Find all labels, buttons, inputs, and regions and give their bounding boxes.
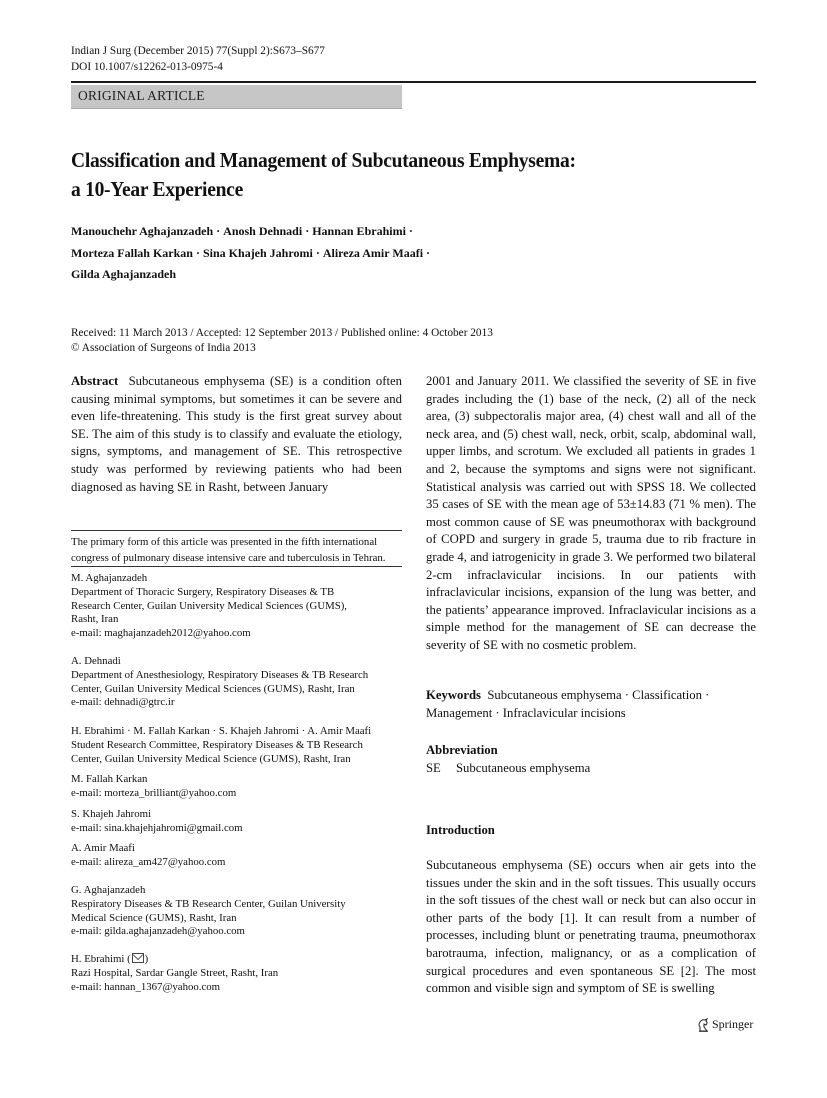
footnote-text: The primary form of this article was presented in the fifth international congress of pulmonary disease intensive care and tuberculosis in Tehran. xyxy=(71,536,386,564)
affiliation-line: Department of Anesthesiology, Respiratory Diseases & TB Research xyxy=(71,668,369,681)
abstract-left xyxy=(71,373,402,496)
author[interactable]: Morteza Fallah Karkan xyxy=(71,245,193,260)
keywords-line-1 xyxy=(426,687,756,705)
author[interactable]: Alireza Amir Maafi xyxy=(322,245,424,260)
envelope-icon xyxy=(132,953,144,963)
abstract-text-left: Subcutaneous emphysema (SE) is a condition often causing minimal symptoms, but sometimes it can be severe and even life-threatening. This study is the first great survey about SE. The aim of this study is to classify and evaluate the etiology, signs, symptoms, and management of SE. This retrospective study was performed by reviewing patients who had been diagnosed as having SE in Rasht, between January xyxy=(71,374,403,494)
author-separator: · xyxy=(426,245,431,260)
affiliation-line: Center, Guilan University Medical Sciences (GUMS), Rasht, Iran xyxy=(71,682,355,695)
affiliation-name: S. Khajeh Jahromi xyxy=(71,808,152,820)
article-type-label: ORIGINAL ARTICLE xyxy=(78,88,205,103)
author[interactable]: Manouchehr Aghajanzadeh xyxy=(71,224,214,238)
journal-citation: Indian J Surg (December 2015) 77(Suppl 2):S673–S677 xyxy=(71,45,325,57)
affiliation xyxy=(71,773,406,801)
affiliation-line: Research Center, Guilan University Medical Sciences (GUMS), xyxy=(71,599,348,612)
abstract-right xyxy=(426,373,756,655)
affiliation-line: Respiratory Diseases & TB Research Center, Guilan University xyxy=(71,897,346,910)
author-separator: · xyxy=(305,224,310,238)
affiliation-line: Student Research Committee, Respiratory Diseases & TB Research xyxy=(71,738,363,751)
affiliation xyxy=(71,884,406,939)
affiliation-email[interactable]: e-mail: sina.khajehjahromi@gmail.com xyxy=(71,821,243,834)
affiliation-name: A. Amir Maafi xyxy=(71,842,135,854)
author[interactable]: Sina Khajeh Jahromi xyxy=(203,245,313,260)
abstract-text-right: 2001 and January 2011. We classified the severity of SE in five grades including the (1) base of the neck, (2) all of the neck area, (3) subpectoralis major area, (4) chest wall and all of the neck area, and (5) chest wall, neck, orbit, scalp, abdominal wall, upper limbs, and scrotum. We excluded all patients in grades 1 and 2, because the symptoms and signs were not significant. Statistical analysis was carried out with SPSS 18. We collected 35 cases of SE with the mean age of 53±14.83 (71 % men). The most common cause of SE was pneumothorax with background of COPD and surgery in grade 5, trauma due to rib fracture in grade 4, and iatrogenicity in grade 3. We performed two bilateral 2-cm infraclavicular incisions. In our patients with infraclavicular incisions, expansion of the lung was better, and the patients’ appearance improved. Infraclavicular incisions as a simple method for the management of SE can decrease the severity of SE with no cosmetic problem. xyxy=(426,374,756,652)
author-separator: · xyxy=(408,224,413,238)
author[interactable]: Hannan Ebrahimi xyxy=(312,224,406,238)
affiliation-email[interactable]: e-mail: morteza_brilliant@yahoo.com xyxy=(71,786,237,799)
abbreviation-heading: Abbreviation xyxy=(426,743,498,757)
keywords-line-2: Management · Infraclavicular incisions xyxy=(426,705,626,720)
introduction-text: Subcutaneous emphysema (SE) occurs when air gets into the tissues under the skin and in the soft tissues. This usually occurs in the soft tissues of the chest wall or neck but can also occur in other parts of the body [1]. It can result from a number of processes, including blunt or penetrating trauma, pneumothorax barotrauma, infection, malignancy, or as a complication of surgical procedures and even spontaneous SE [2]. The most common and visible sign and symptom of SE is swelling xyxy=(426,858,756,996)
date-line: Received: 11 March 2013 / Accepted: 12 September 2013 / Published online: 4 October 2013 xyxy=(71,327,493,339)
affiliation-name: H. Ebrahimi · M. Fallah Karkan · S. Khajeh Jahromi · A. Amir Maafi xyxy=(71,725,372,737)
paper-title xyxy=(71,146,722,204)
publisher-logo xyxy=(697,1017,753,1032)
affiliation-line: Medical Science (GUMS), Rasht, Iran xyxy=(71,911,237,924)
keywords-block xyxy=(426,687,756,722)
affiliation-email[interactable]: e-mail: dehnadi@gtrc.ir xyxy=(71,696,175,709)
affiliation-line: Department of Thoracic Surgery, Respiratory Diseases & TB xyxy=(71,585,335,598)
title-line-1: Classification and Management of Subcutaneous Emphysema: xyxy=(71,148,576,172)
affiliation-name xyxy=(71,953,406,967)
affiliation-email[interactable]: e-mail: alireza_am427@yahoo.com xyxy=(71,855,226,868)
footnote-rule xyxy=(71,530,402,531)
affiliation xyxy=(71,842,406,870)
affiliation-line: Center, Guilan University Medical Science (GUMS), Rasht, Iran xyxy=(71,752,351,765)
doi[interactable]: DOI 10.1007/s12262-013-0975-4 xyxy=(71,60,223,73)
author-list xyxy=(71,221,631,286)
affiliation-line: Razi Hospital, Sardar Gangle Street, Rasht, Iran xyxy=(71,966,279,979)
keywords-text: Subcutaneous emphysema · Classification · xyxy=(487,688,710,702)
author[interactable]: Anosh Dehnadi xyxy=(223,224,303,238)
publication-dates xyxy=(71,326,493,356)
affiliation-email[interactable]: e-mail: hannan_1367@yahoo.com xyxy=(71,980,221,993)
author-separator: · xyxy=(315,245,320,260)
publisher-name: Springer xyxy=(712,1017,754,1031)
affiliation xyxy=(71,725,406,766)
affiliation-name: M. Fallah Karkan xyxy=(71,773,148,785)
affiliation-email[interactable]: e-mail: maghajanzadeh2012@yahoo.com xyxy=(71,627,251,640)
journal-header xyxy=(71,44,325,75)
copyright-line: © Association of Surgeons of India 2013 xyxy=(71,342,256,354)
article-type-banner xyxy=(71,85,402,109)
affiliation-email[interactable]: e-mail: gilda.aghajanzadeh@yahoo.com xyxy=(71,925,245,938)
affiliation-name: G. Aghajanzadeh xyxy=(71,884,146,896)
author-separator: · xyxy=(216,224,221,238)
affiliation xyxy=(71,572,406,641)
abbreviation-row xyxy=(426,760,756,778)
affiliation-corresponding xyxy=(71,953,406,994)
springer-horse-icon xyxy=(697,1018,709,1032)
corresponding-author-name: H. Ebrahimi ( xyxy=(71,953,131,965)
keywords-label: Keywords xyxy=(426,688,481,702)
introduction-heading: Introduction xyxy=(426,823,495,837)
affiliation-name: A. Dehnadi xyxy=(71,655,121,667)
author-separator: · xyxy=(195,245,200,260)
name-suffix: ) xyxy=(144,953,149,965)
abbreviation-term: SE xyxy=(426,761,441,775)
header-rule xyxy=(71,81,756,83)
author-line-3 xyxy=(71,264,631,286)
abstract-label: Abstract xyxy=(71,374,119,388)
abbreviation-meaning: Subcutaneous emphysema xyxy=(456,761,591,775)
affiliation-line: Rasht, Iran xyxy=(71,613,119,626)
title-line-2: a 10-Year Experience xyxy=(71,177,243,201)
author-line-2 xyxy=(71,243,631,265)
author[interactable]: Gilda Aghajanzadeh xyxy=(71,267,177,281)
affiliation-name: M. Aghajanzadeh xyxy=(71,572,148,584)
affiliation xyxy=(71,808,406,836)
footnote-rule xyxy=(71,566,402,567)
affiliation xyxy=(71,655,406,710)
author-line-1 xyxy=(71,221,631,243)
